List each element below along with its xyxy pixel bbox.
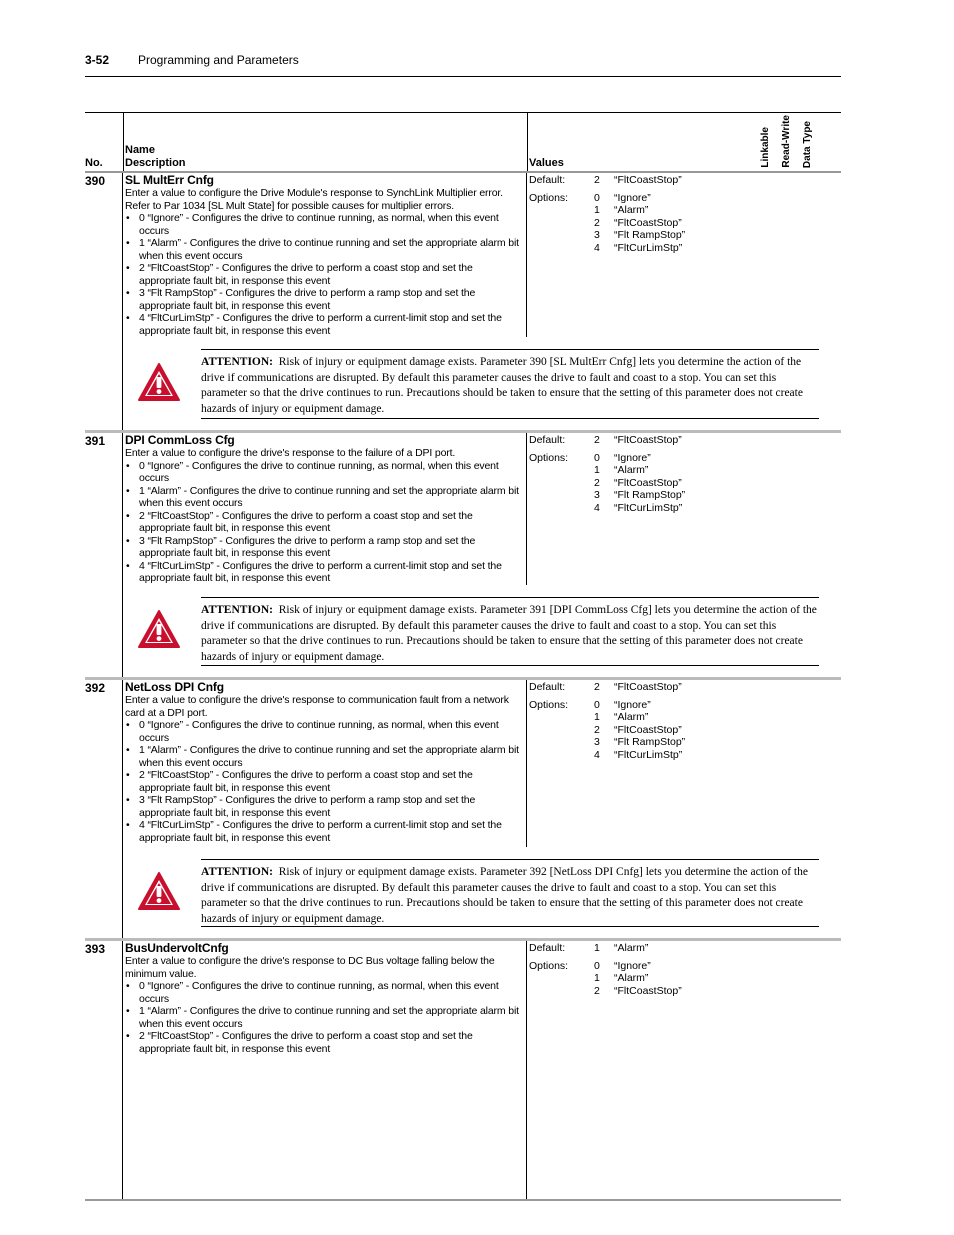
param-description-cell <box>123 680 527 847</box>
option-value-row <box>529 229 839 242</box>
options-label <box>529 724 594 737</box>
option-number: 3 <box>594 489 600 501</box>
option-text: “FltCurLimStp” <box>614 501 683 514</box>
options-label: Options: <box>529 698 569 711</box>
option-bullet: • 0 “Ignore” - Configures the drive to continue running, as normal, when this event occurs <box>125 212 524 237</box>
default-text: “FltCoastStop” <box>614 434 682 446</box>
options-label <box>529 242 594 255</box>
option-text: “FltCurLimStp” <box>614 748 683 761</box>
col-description: Description <box>125 157 186 169</box>
default-number: 1 <box>594 942 600 954</box>
option-text: “Alarm” <box>614 711 649 723</box>
option-number: 4 <box>594 748 600 761</box>
attention-text <box>201 355 819 417</box>
option-value-row <box>529 502 839 515</box>
option-value-row <box>529 736 839 749</box>
param-values-cell <box>527 680 841 847</box>
option-value-row <box>529 711 839 724</box>
option-number: 2 <box>594 723 600 736</box>
option-number: 1 <box>594 204 600 216</box>
option-bullet: • 1 “Alarm” - Configures the drive to continue running and set the appropriate alarm bit when this event occurs <box>125 237 524 262</box>
option-number: 2 <box>594 216 600 229</box>
option-text: “Alarm” <box>614 972 649 984</box>
option-bullet-list <box>125 980 524 1055</box>
attention-text <box>201 603 819 665</box>
param-number: 393 <box>85 941 123 1199</box>
default-label: Default: <box>529 174 566 186</box>
default-text: “FltCoastStop” <box>614 681 682 693</box>
options-label <box>529 985 594 998</box>
options-label <box>529 204 594 217</box>
options-label <box>529 489 594 502</box>
option-text: “FltCoastStop” <box>614 476 682 489</box>
options-label <box>529 749 594 762</box>
option-text: “Flt RampStop” <box>614 736 686 748</box>
option-text: “Flt RampStop” <box>614 229 686 241</box>
option-number: 0 <box>594 191 600 204</box>
parameter-row <box>85 680 841 847</box>
option-number: 0 <box>594 698 600 711</box>
option-value-row <box>529 477 839 490</box>
col-no: No. <box>85 157 103 169</box>
default-label: Default: <box>529 942 566 954</box>
options-label <box>529 502 594 515</box>
default-value-row <box>529 434 839 447</box>
param-intro: Enter a value to configure the drive's response to the failure of a DPI port. <box>125 447 456 459</box>
param-number: 392 <box>85 680 123 847</box>
option-bullet: • 2 “FltCoastStop” - Configures the drive to perform a coast stop and set the appropriate fault bit, in response this event <box>125 1030 524 1055</box>
option-value-row <box>529 489 839 502</box>
options-label: Options: <box>529 451 569 464</box>
param-name: NetLoss DPI Cnfg <box>125 680 224 694</box>
option-text: “Ignore” <box>614 451 651 464</box>
parameter-row <box>85 173 841 337</box>
options-label <box>529 217 594 230</box>
param-intro: Enter a value to configure the drive's response to DC Bus voltage falling below the minimum value. <box>125 955 495 980</box>
attention-text <box>201 865 819 927</box>
attention-label: ATTENTION: <box>201 604 273 616</box>
param-values-cell <box>527 941 841 1199</box>
default-text: “Alarm” <box>614 942 649 954</box>
attention-box <box>85 337 841 433</box>
attention-box <box>85 585 841 680</box>
default-label: Default: <box>529 434 566 446</box>
option-bullet-list <box>125 719 524 844</box>
param-intro: Enter a value to configure the Drive Module's response to SynchLink Multiplier error. Refer to Par 1034 [SL Mult State] for possible causes for multiplier errors. <box>125 187 503 212</box>
option-value-row <box>529 464 839 477</box>
option-bullet: • 2 “FltCoastStop” - Configures the drive to perform a coast stop and set the appropriate fault bit, in response this event <box>125 510 524 535</box>
option-number: 4 <box>594 501 600 514</box>
default-value-row <box>529 174 839 187</box>
param-number: 391 <box>85 433 123 585</box>
option-text: “Ignore” <box>614 191 651 204</box>
warning-triangle-icon <box>137 609 181 654</box>
option-bullet: • 0 “Ignore” - Configures the drive to continue running, as normal, when this event occurs <box>125 719 524 744</box>
options-label <box>529 464 594 477</box>
options-label <box>529 972 594 985</box>
options-label: Options: <box>529 191 569 204</box>
warning-triangle-icon <box>137 871 181 916</box>
options-label: Options: <box>529 959 569 972</box>
option-number: 1 <box>594 972 600 984</box>
option-value-row <box>529 985 839 998</box>
option-bullet-list <box>125 212 524 337</box>
attention-box <box>85 847 841 941</box>
option-text: “Alarm” <box>614 204 649 216</box>
option-bullet: • 0 “Ignore” - Configures the drive to continue running, as normal, when this event occurs <box>125 460 524 485</box>
option-text: “Ignore” <box>614 698 651 711</box>
option-value-row <box>529 972 839 985</box>
option-bullet: • 2 “FltCoastStop” - Configures the drive to perform a coast stop and set the appropriate fault bit, in response this event <box>125 769 524 794</box>
attention-body: Risk of injury or equipment damage exists. Parameter 392 [NetLoss DPI Cnfg] lets you determine the action of the drive if communications are disrupted. By default this parameter causes the drive to fault and coast to a stop. You can set this parameter so that the drive continues to run. Precautions should be taken to ensure that the setting of this parameter does not create hazards of injury or equipment damage. <box>201 866 808 925</box>
option-bullet: • 1 “Alarm” - Configures the drive to continue running and set the appropriate alarm bit when this event occurs <box>125 485 524 510</box>
option-text: “Flt RampStop” <box>614 489 686 501</box>
option-bullet: • 3 “Flt RampStop” - Configures the drive to perform a ramp stop and set the appropriate fault bit, in response this event <box>125 535 524 560</box>
option-text: “Alarm” <box>614 464 649 476</box>
option-bullet: • 4 “FltCurLimStp” - Configures the drive to perform a current-limit stop and set the appropriate fault bit, in response this event <box>125 560 524 585</box>
option-value-row <box>529 960 839 973</box>
options-label <box>529 736 594 749</box>
option-text: “FltCurLimStp” <box>614 241 683 254</box>
option-value-row <box>529 724 839 737</box>
option-number: 0 <box>594 451 600 464</box>
option-bullet: • 2 “FltCoastStop” - Configures the drive to perform a coast stop and set the appropriate fault bit, in response this event <box>125 262 524 287</box>
option-number: 0 <box>594 959 600 972</box>
option-number: 1 <box>594 711 600 723</box>
param-values-cell <box>527 173 841 337</box>
option-number: 3 <box>594 736 600 748</box>
param-name: SL MultErr Cnfg <box>125 173 214 187</box>
option-bullet-list <box>125 460 524 585</box>
parameter-row <box>85 433 841 585</box>
default-number: 2 <box>594 681 600 693</box>
options-label <box>529 477 594 490</box>
col-linkable: Linkable <box>760 127 771 168</box>
option-value-row <box>529 192 839 205</box>
attention-body: Risk of injury or equipment damage exists. Parameter 391 [DPI CommLoss Cfg] lets you determine the action of the drive if communications are disrupted. By default this parameter causes the drive to fault and coast to a stop. You can set this parameter so that the drive continues to run. Precautions should be taken to ensure that the setting of this parameter does not create hazards of injury or equipment damage. <box>201 604 817 663</box>
option-value-row <box>529 204 839 217</box>
option-value-row <box>529 452 839 465</box>
param-name: BusUndervoltCnfg <box>125 941 229 955</box>
attention-body: Risk of injury or equipment damage exists. Parameter 390 [SL MultErr Cnfg] lets you determine the action of the drive if communications are disrupted. By default this parameter causes the drive to fault and coast to a stop. You can set this parameter so that the drive continues to run. Precautions should be taken to ensure that the setting of this parameter does not create hazards of injury or equipment damage. <box>201 356 803 415</box>
option-number: 2 <box>594 984 600 997</box>
option-bullet: • 4 “FltCurLimStp” - Configures the drive to perform a current-limit stop and set the appropriate fault bit, in response this event <box>125 312 524 337</box>
default-label: Default: <box>529 681 566 693</box>
option-value-row <box>529 217 839 230</box>
option-bullet: • 3 “Flt RampStop” - Configures the drive to perform a ramp stop and set the appropriate fault bit, in response this event <box>125 794 524 819</box>
default-text: “FltCoastStop” <box>614 174 682 186</box>
page-number: 3-52 <box>85 53 110 67</box>
parameter-row <box>85 941 841 1201</box>
param-name: DPI CommLoss Cfg <box>125 433 235 447</box>
attention-label: ATTENTION: <box>201 356 273 368</box>
option-bullet: • 0 “Ignore” - Configures the drive to continue running, as normal, when this event occurs <box>125 980 524 1005</box>
option-text: “FltCoastStop” <box>614 723 682 736</box>
warning-triangle-icon <box>137 362 181 407</box>
option-number: 3 <box>594 229 600 241</box>
param-values-cell <box>527 433 841 585</box>
option-number: 2 <box>594 476 600 489</box>
default-number: 2 <box>594 174 600 186</box>
option-value-row <box>529 242 839 255</box>
header-rule <box>85 76 841 77</box>
col-name-description <box>125 144 186 170</box>
col-read-write: Read-Write <box>781 115 792 168</box>
parameter-table <box>85 112 841 1201</box>
param-number: 390 <box>85 173 123 337</box>
section-title: Programming and Parameters <box>138 53 299 67</box>
option-bullet: • 4 “FltCurLimStp” - Configures the drive to perform a current-limit stop and set the appropriate fault bit, in response this event <box>125 819 524 844</box>
default-value-row <box>529 681 839 694</box>
option-number: 1 <box>594 464 600 476</box>
option-value-row <box>529 699 839 712</box>
option-number: 4 <box>594 241 600 254</box>
default-number: 2 <box>594 434 600 446</box>
param-description-cell <box>123 433 527 585</box>
option-bullet: • 1 “Alarm” - Configures the drive to continue running and set the appropriate alarm bit when this event occurs <box>125 744 524 769</box>
option-text: “Ignore” <box>614 959 651 972</box>
col-name: Name <box>125 144 155 156</box>
options-label <box>529 711 594 724</box>
attention-label: ATTENTION: <box>201 866 273 878</box>
column-header-row <box>85 113 841 173</box>
option-text: “FltCoastStop” <box>614 216 682 229</box>
param-intro: Enter a value to configure the drive's response to communication fault from a network card at a DPI port. <box>125 694 509 719</box>
default-value-row <box>529 942 839 955</box>
param-description-cell <box>123 173 527 337</box>
col-values: Values <box>529 157 564 169</box>
param-description-cell <box>123 941 527 1199</box>
col-data-type: Data Type <box>802 120 813 168</box>
option-bullet: • 3 “Flt RampStop” - Configures the drive to perform a ramp stop and set the appropriate fault bit, in response this event <box>125 287 524 312</box>
option-value-row <box>529 749 839 762</box>
option-bullet: • 1 “Alarm” - Configures the drive to continue running and set the appropriate alarm bit when this event occurs <box>125 1005 524 1030</box>
option-text: “FltCoastStop” <box>614 984 682 997</box>
options-label <box>529 229 594 242</box>
